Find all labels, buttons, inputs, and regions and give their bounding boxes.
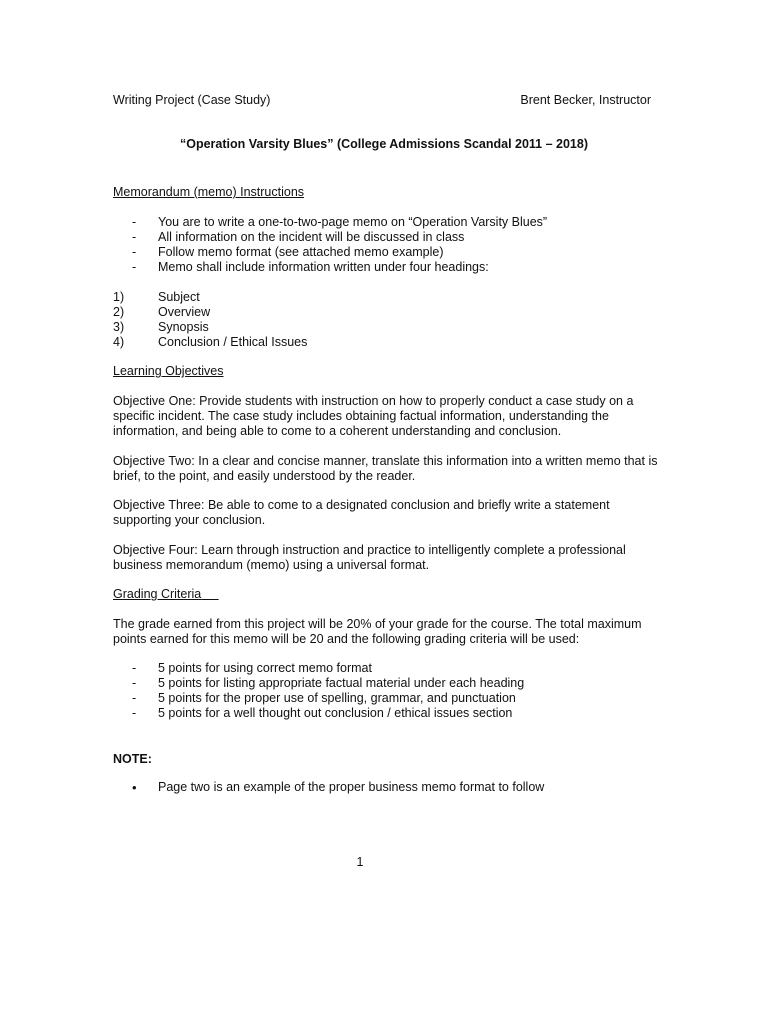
list-item-text: You are to write a one-to-two-page memo on “Operation Varsity Blues” [158,215,548,229]
list-item-text: Synopsis [158,320,209,334]
number-marker: 4) [113,335,125,349]
dash-marker: - [132,215,137,229]
list-item-text: 5 points for a well thought out conclusion / ethical issues section [158,706,513,720]
dash-marker: - [132,260,137,274]
objective-three-paragraph: Objective Three: Be able to come to a designated conclusion and briefly write a statement supporting your conclusion. [113,498,610,527]
dash-marker: - [132,230,137,244]
list-item-text: Memo shall include information written under four headings: [158,260,489,274]
list-item-text: 5 points for using correct memo format [158,661,372,675]
grading-criteria-heading-text: Grading Criteria [113,587,202,601]
bullet-icon: • [132,780,137,795]
objective-one-paragraph: Objective One: Provide students with instruction on how to properly conduct a case study on a specific incident. The case study includes obtaining factual information, understanding the information, and being able to come to a coherent understanding and conclusion. [113,394,634,438]
dash-marker: - [132,676,137,690]
page-number: 1 [356,855,364,869]
header-instructor: Brent Becker, Instructor [520,93,651,107]
list-item-text: Page two is an example of the proper business memo format to follow [158,780,545,794]
list-item-text: Overview [158,305,211,319]
document-title: “Operation Varsity Blues” (College Admissions Scandal 2011 – 2018) [179,137,589,151]
list-item-text: Follow memo format (see attached memo example) [158,245,444,259]
number-marker: 2) [113,305,125,319]
dash-marker: - [132,706,137,720]
list-item-text: All information on the incident will be discussed in class [158,230,465,244]
header-course-title: Writing Project (Case Study) [113,93,271,107]
grading-criteria-intro: The grade earned from this project will be 20% of your grade for the course. The total maximum points earned for this memo will be 20 and the following grading criteria will be used: [113,617,642,646]
dash-marker: - [132,245,137,259]
grading-criteria-heading [113,587,219,602]
objective-four-paragraph: Objective Four: Learn through instruction and practice to intelligently complete a professional business memorandum (memo) using a universal format. [113,543,626,572]
dash-marker: - [132,661,137,675]
list-item-text: Subject [158,290,200,304]
objective-two-paragraph: Objective Two: In a clear and concise manner, translate this information into a written memo that is brief, to the point, and easily understood by the reader. [113,454,658,483]
dash-marker: - [132,691,137,705]
memo-instructions-heading: Memorandum (memo) Instructions [113,185,305,199]
list-item-text: 5 points for listing appropriate factual material under each heading [158,676,525,690]
number-marker: 3) [113,320,125,334]
list-item-text: 5 points for the proper use of spelling, grammar, and punctuation [158,691,516,705]
list-item-text: Conclusion / Ethical Issues [158,335,308,349]
note-label: NOTE: [113,752,152,766]
number-marker: 1) [113,290,125,304]
learning-objectives-heading: Learning Objectives [113,364,224,378]
